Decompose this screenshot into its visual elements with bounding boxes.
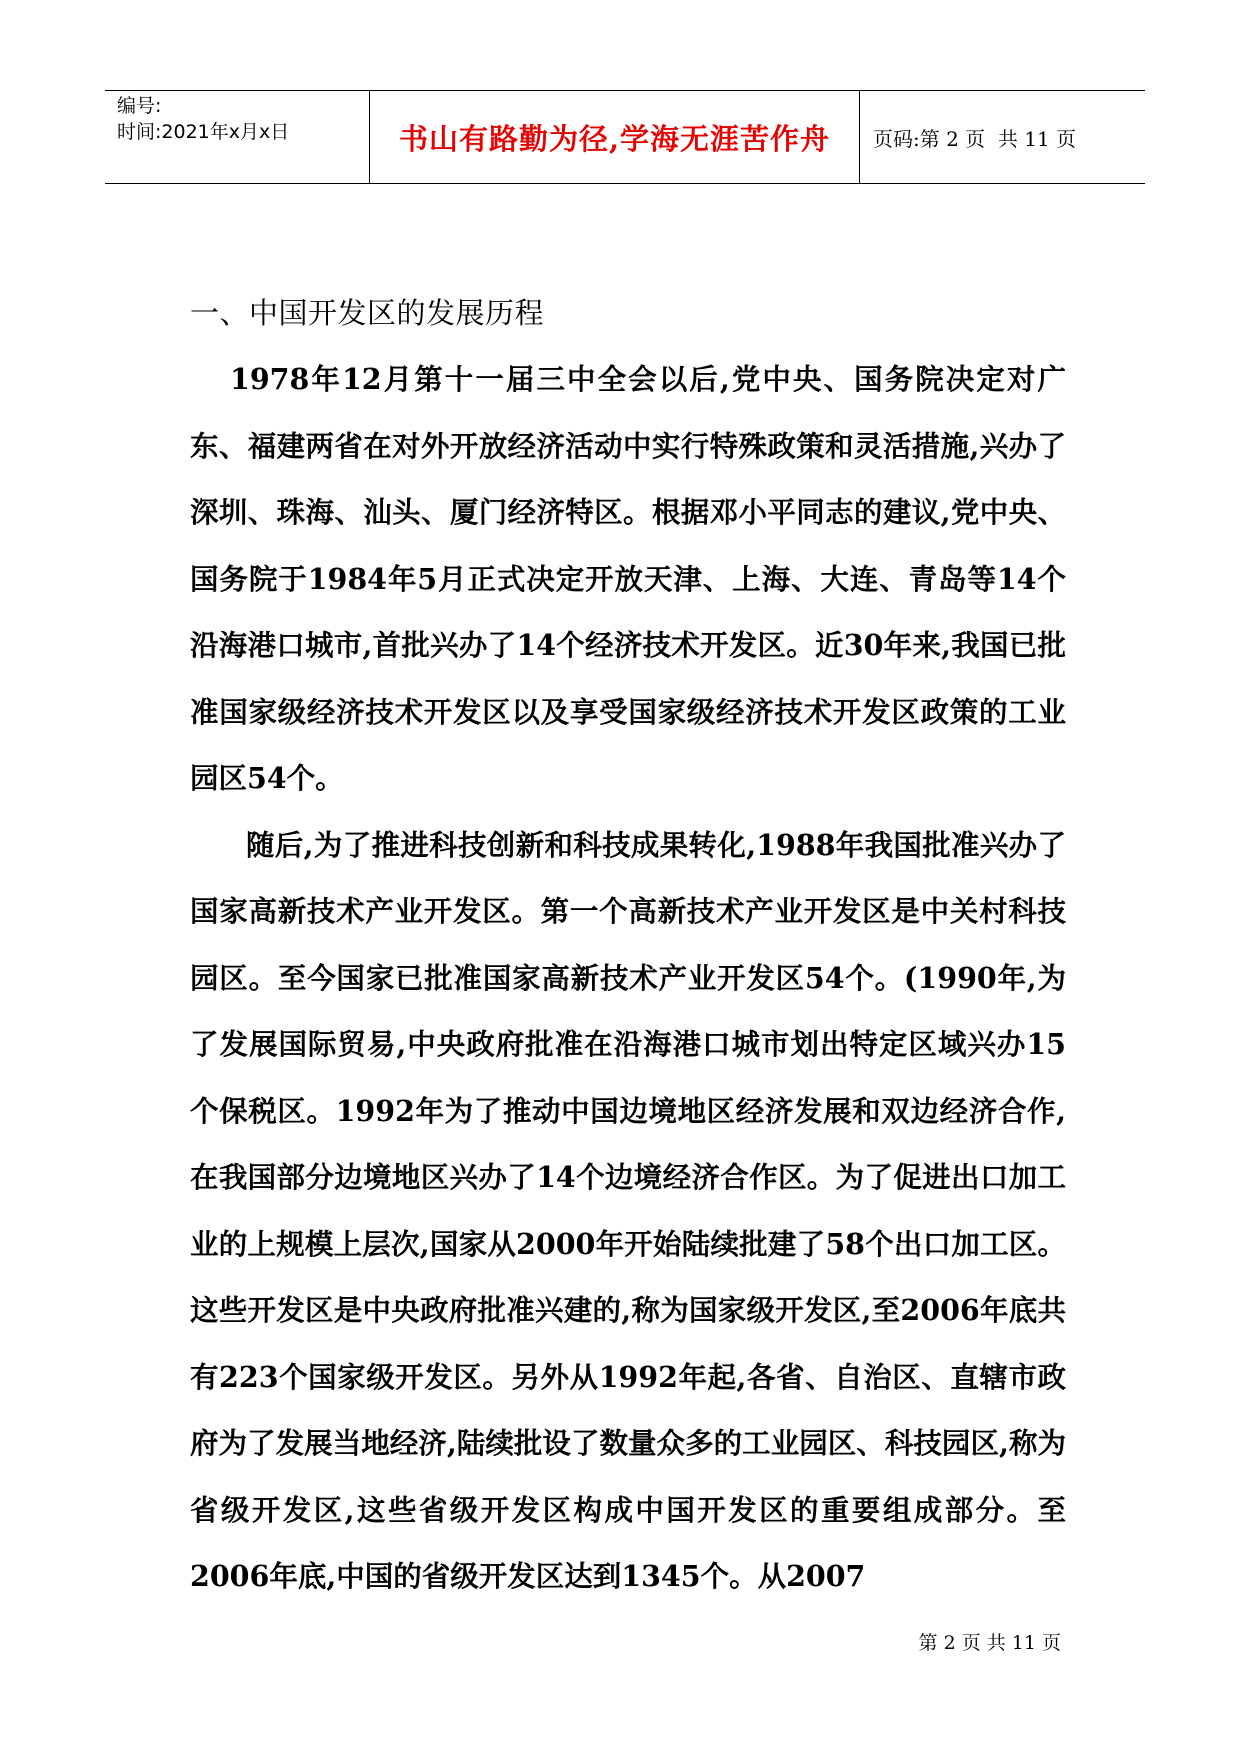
page-header bbox=[105, 90, 1145, 184]
time-label: 时间:2021年x月x日 bbox=[117, 121, 290, 143]
paragraph-1: 1978年12月第十一届三中全会以后,党中央、国务院决定对广东、福建两省在对外开放经济活动中实行特殊政策和灵活措施,兴办了深圳、珠海、汕头、厦门经济特区。根据邓小平同志的建议,党中央、国务院于1984年5月正式决定开放天津、上海、大连、青岛等14个沿海港口城市,首批兴办了14个经济技术开发区。近30年来,我国已批准国家级经济技术开发区以及享受国家级经济技术开发区政策的工业园区54个。 bbox=[190, 362, 1066, 795]
header-meta bbox=[105, 91, 370, 183]
header-motto-cell bbox=[370, 91, 860, 183]
header-page-cell bbox=[860, 91, 1145, 183]
paragraph-2: 随后,为了推进科技创新和科技成果转化,1988年我国批准兴办了国家高新技术产业开发区。第一个高新技术产业开发区是中关村科技园区。至今国家已批准国家高新技术产业开发区54个。(1990年,为了发展国际贸易,中央政府批准在沿海港口城市划出特定区域兴办15个保税区。1992年为了推动中国边境地区经济发展和双边经济合作,在我国部分边境地区兴办了14个边境经济合作区。为了促进出口加工业的上规模上层次,国家从2000年开始陆续批建了58个出口加工区。这些开发区是中央政府批准兴建的,称为国家级开发区,至2006年底共有223个国家级开发区。另外从1992年起,各省、自治区、直辖市政府为了发展当地经济,陆续批设了数量众多的工业园区、科技园区,称为省级开发区,这些省级开发区构成中国开发区的重要组成部分。至2006年底,中国的省级开发区达到1345个。从2007 bbox=[190, 827, 1066, 1593]
document-body bbox=[190, 280, 1066, 1610]
number-label: 编号: bbox=[117, 95, 162, 117]
motto-text: 书山有路勤为径,学海无涯苦作舟 bbox=[398, 121, 831, 156]
page-code: 页码:第 2 页 共 11 页 bbox=[873, 126, 1077, 151]
section-title: 一、中国开发区的发展历程 bbox=[190, 296, 545, 330]
page-footer bbox=[919, 1628, 1061, 1655]
footer-page-number: 第 2 页 共 11 页 bbox=[918, 1632, 1061, 1654]
